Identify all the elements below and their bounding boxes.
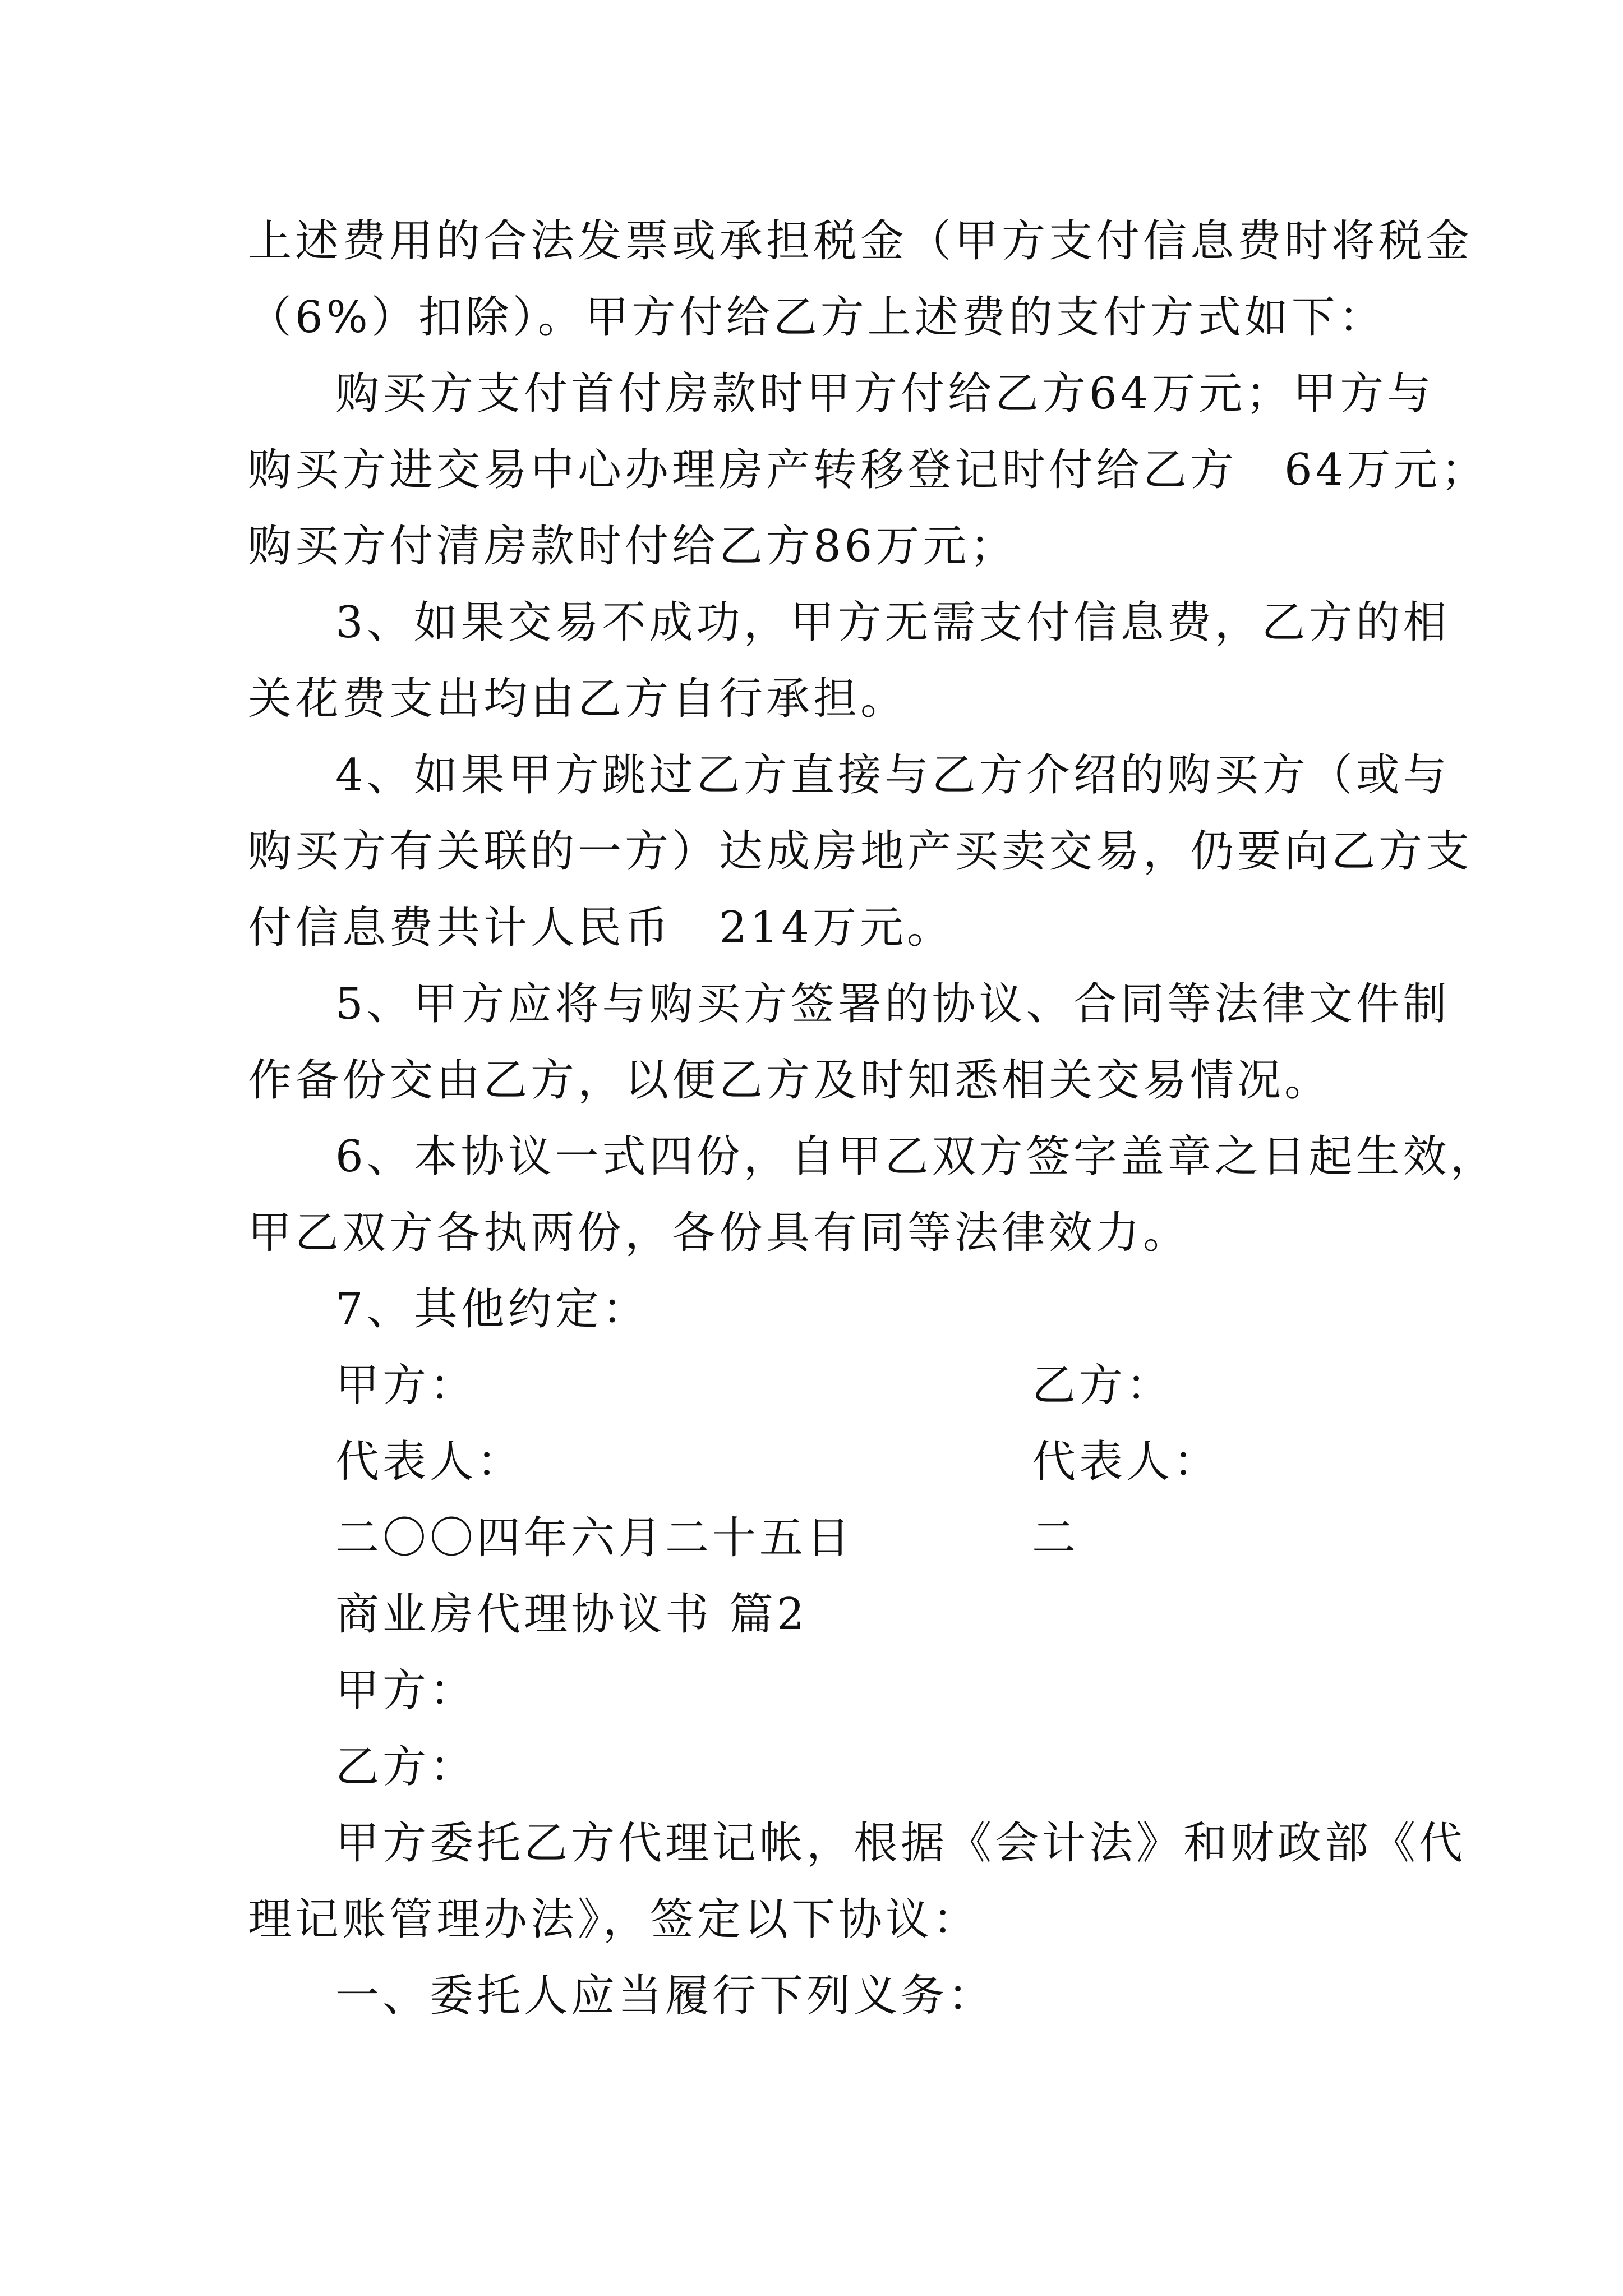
- signing-date-a: 二〇〇四年六月二十五日: [335, 1513, 854, 1563]
- paragraph-line: 作备份交由乙方，以便乙方及时知悉相关交易情况。: [248, 1055, 1332, 1106]
- paragraph-line: 6、本协议一式四份，自甲乙双方签字盖章之日起生效，: [335, 1131, 1497, 1182]
- paragraph-line: 上述费用的合法发票或承担税金（甲方支付信息费时将税金: [248, 216, 1473, 266]
- section2-party-a: 甲方：: [335, 1665, 477, 1716]
- paragraph-line: 购买方付清房款时付给乙方86万元；: [248, 521, 1017, 572]
- paragraph-line: 付信息费共计人民币 214万元。: [248, 903, 954, 953]
- paragraph-line: 3、如果交易不成功，甲方无需支付信息费，乙方的相: [335, 597, 1450, 648]
- section2-intro-line: 理记账管理办法》，签定以下协议：: [248, 1894, 980, 1945]
- party-a-signature-label: 甲方：: [335, 1360, 477, 1411]
- section-title: 商业房代理协议书 篇2: [335, 1589, 808, 1640]
- party-b-signature-label: 乙方：: [1032, 1360, 1174, 1411]
- representative-a-label: 代表人：: [335, 1437, 524, 1487]
- section2-item-heading: 一、委托人应当履行下列义务：: [335, 1971, 995, 2021]
- paragraph-line: 5、甲方应将与购买方签署的协议、合同等法律文件制: [335, 979, 1450, 1029]
- representative-b-label: 代表人：: [1032, 1437, 1221, 1487]
- paragraph-line: 7、其他约定：: [335, 1284, 649, 1335]
- paragraph-line: 购买方支付首付房款时甲方付给乙方64万元；甲方与: [335, 369, 1435, 419]
- paragraph-line: 关花费支出均由乙方自行承担。: [248, 674, 908, 724]
- paragraph-line: 购买方有关联的一方）达成房地产买卖交易，仍要向乙方支: [248, 826, 1473, 877]
- paragraph-line: （6%）扣除）。甲方付给乙方上述费的支付方式如下：: [248, 292, 1386, 343]
- section2-party-b: 乙方：: [335, 1742, 477, 1792]
- signing-date-b: 二: [1032, 1513, 1080, 1563]
- paragraph-line: 4、如果甲方跳过乙方直接与乙方介绍的购买方（或与: [335, 750, 1450, 800]
- paragraph-line: 购买方进交易中心办理房产转移登记时付给乙方 64万元；: [248, 445, 1488, 495]
- section2-intro-line: 甲方委托乙方代理记帐，根据《会计法》和财政部《代: [335, 1818, 1467, 1869]
- paragraph-line: 甲乙双方各执两份，各份具有同等法律效力。: [248, 1208, 1191, 1258]
